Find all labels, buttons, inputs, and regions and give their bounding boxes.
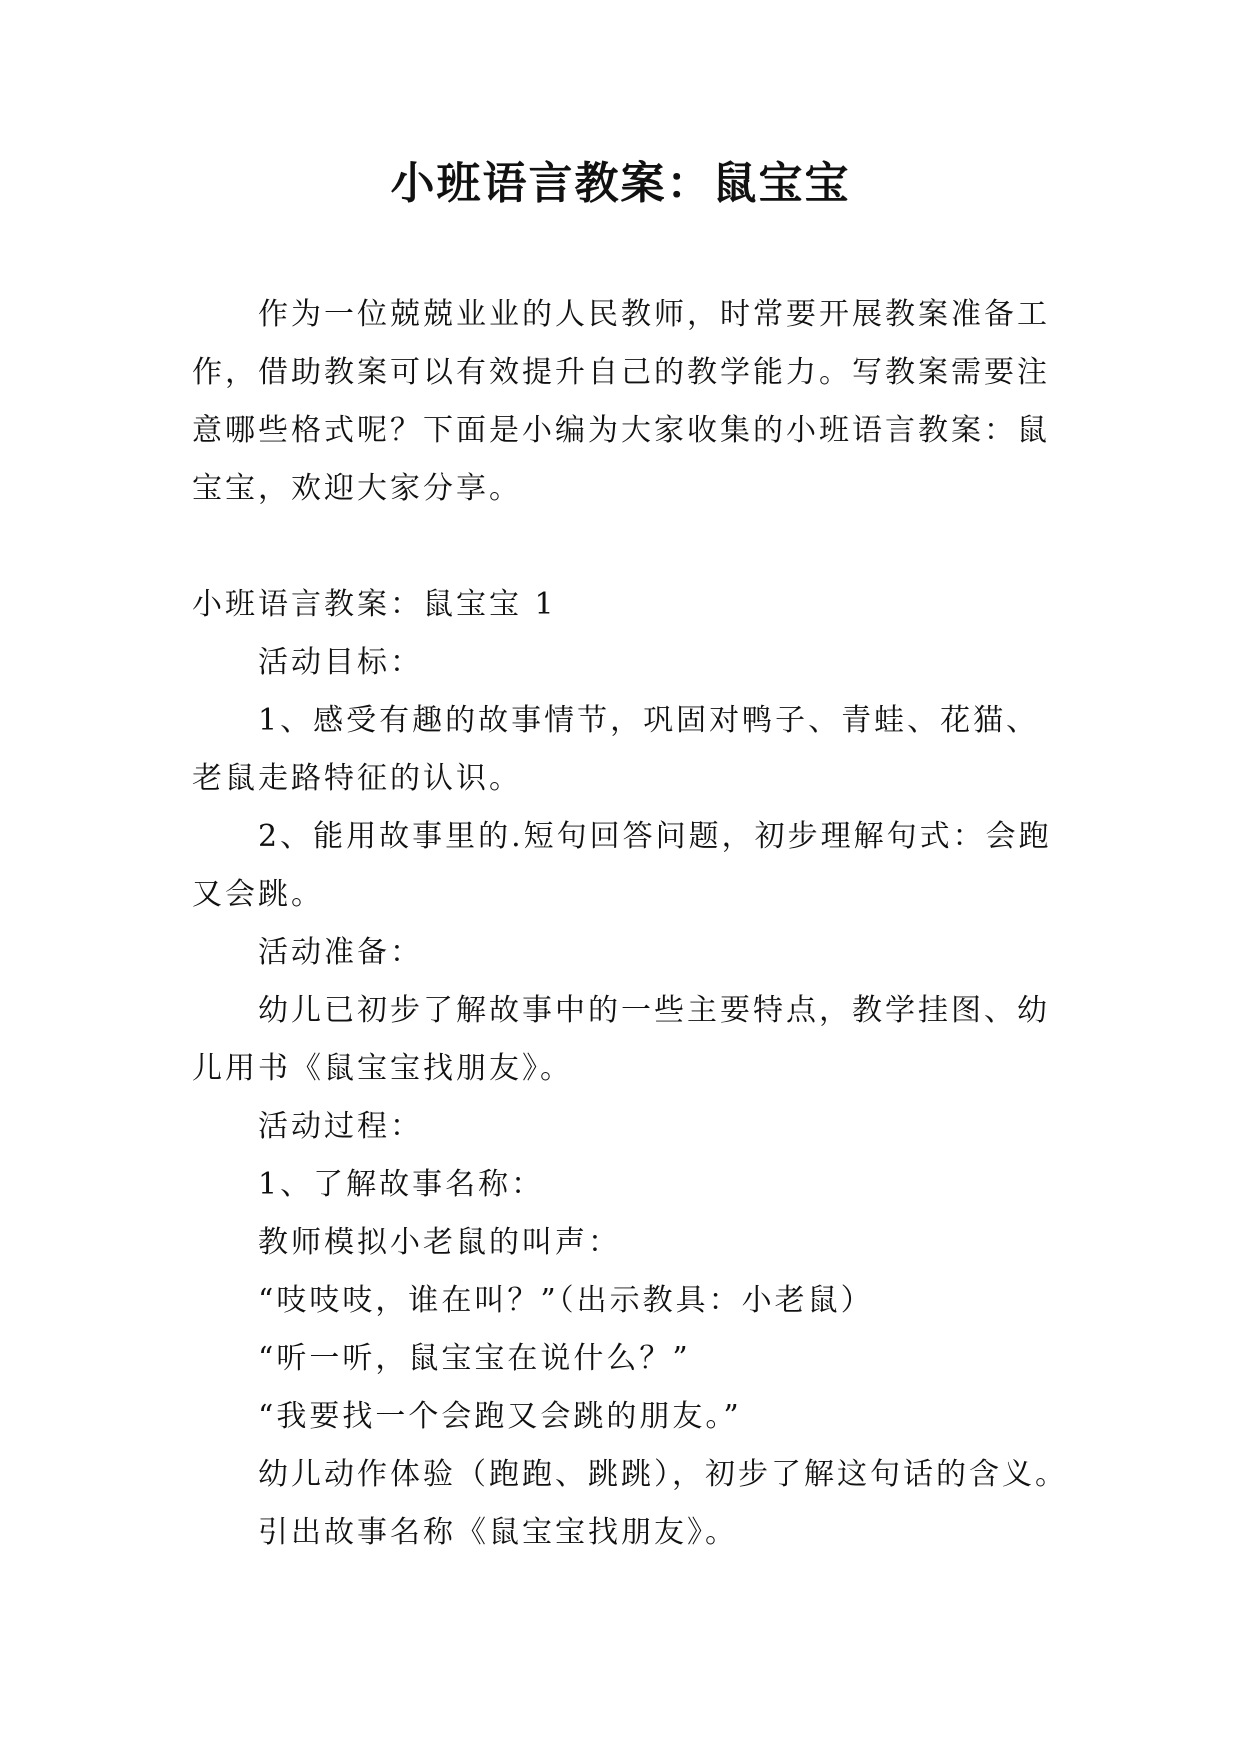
paragraph-goal-1: 1、感受有趣的故事情节，巩固对鸭子、青蛙、花猫、老鼠走路特征的认识。 [192,703,1040,796]
paragraph-preparation-detail: 幼儿已初步了解故事中的一些主要特点，教学挂图、幼儿用书《鼠宝宝找朋友》。 [192,993,1050,1086]
document-body [192,286,1072,1562]
paragraph-action-experience: 幼儿动作体验（跑跑、跳跳），初步了解这句话的含义。 [258,1457,1068,1492]
paragraph-quote-2: “听一听，鼠宝宝在说什么？” [258,1341,691,1376]
paragraph-activity-preparation: 活动准备： [258,935,423,970]
paragraph-activity-goals: 活动目标： [258,645,423,680]
section-heading: 小班语言教案：鼠宝宝 1 [192,587,557,622]
paragraph-step-1: 1、了解故事名称： [258,1167,545,1202]
intro-paragraph: 作为一位兢兢业业的人民教师，时常要开展教案准备工作，借助教案可以有效提升自己的教学能力。写教案需要注意哪些格式呢？下面是小编为大家收集的小班语言教案：鼠宝宝，欢迎大家分享。 [192,297,1050,506]
paragraph-quote-1: “吱吱吱，谁在叫？”（出示教具：小老鼠） [258,1283,874,1318]
paragraph-teacher-imitation: 教师模拟小老鼠的叫声： [258,1225,621,1260]
paragraph-quote-3: “我要找一个会跑又会跳的朋友。” [258,1399,742,1434]
paragraph-activity-process: 活动过程： [258,1109,423,1144]
paragraph-story-name: 引出故事名称《鼠宝宝找朋友》。 [258,1515,738,1550]
paragraph-goal-2: 2、能用故事里的.短句回答问题，初步理解句式：会跑又会跳。 [192,819,1052,912]
document-title: 小班语言教案：鼠宝宝 [390,158,851,209]
